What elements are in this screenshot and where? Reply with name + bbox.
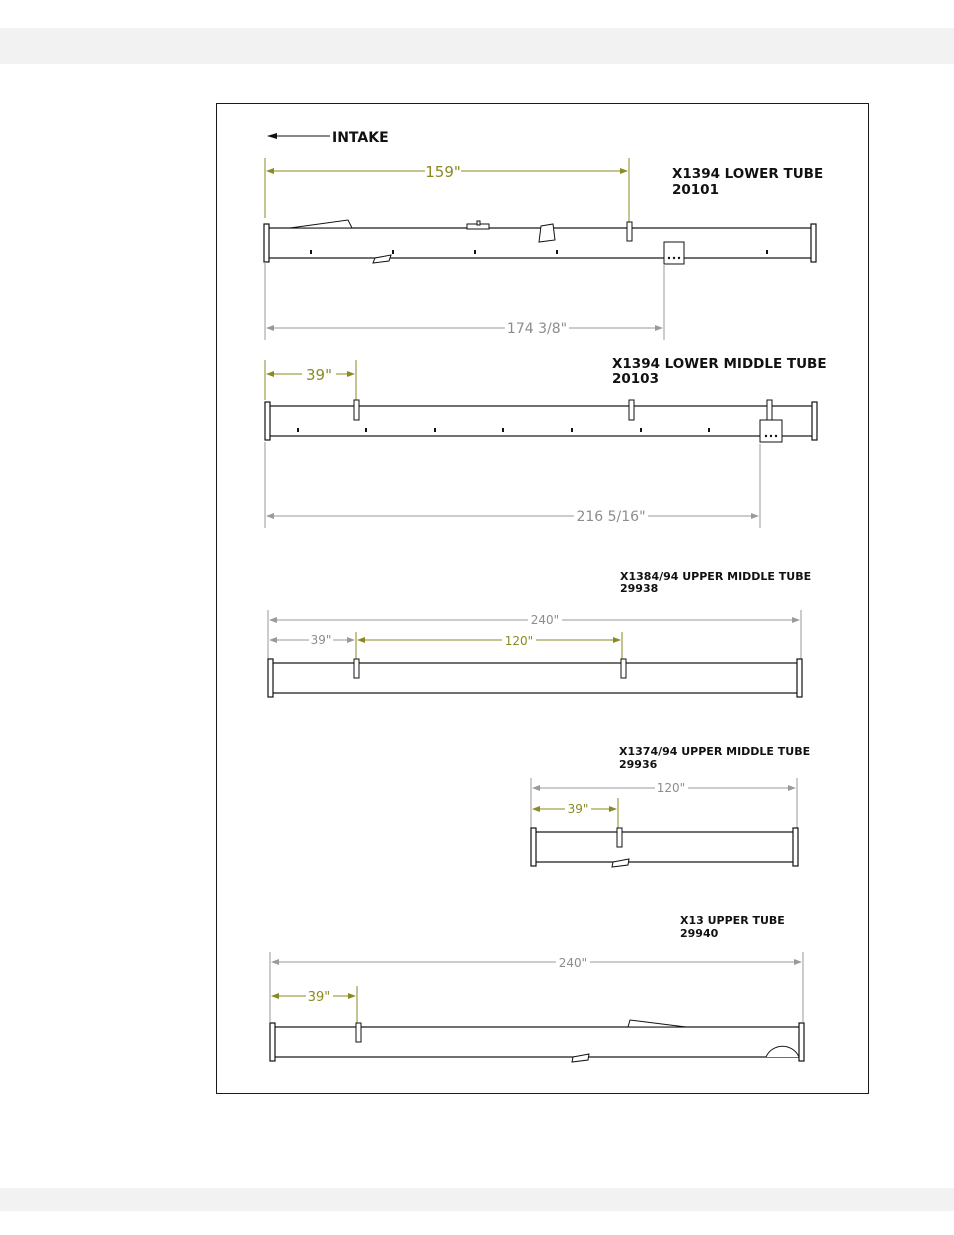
tube-lower-middle: [265, 356, 827, 528]
tube-upper-middle-1384-part: 29938: [620, 582, 659, 595]
tube-upper-hatch: [628, 1020, 686, 1027]
tube-lower-dim-174: 174 3/8": [506, 321, 568, 337]
tube-upper-middle-1384-dim-240: 240": [530, 613, 560, 627]
tube-lower-middle-part: 20103: [612, 371, 659, 387]
tube-lower-middle-dim-39: 39": [306, 366, 332, 384]
tube-upper-middle-1384-dim-39: 39": [310, 633, 332, 647]
intake-label: INTAKE: [332, 130, 389, 146]
tube-upper-middle-1374-dim-120: 120": [656, 781, 686, 795]
tube-lower-part: 20101: [672, 182, 719, 198]
tube-upper-dim-240: 240": [558, 956, 588, 970]
intake-indicator: [268, 130, 389, 146]
tube-lower-flange-left: [264, 224, 269, 262]
tube-lower-title: X1394 LOWER TUBE: [672, 166, 824, 182]
tube-upper-body: [274, 1027, 800, 1057]
tube-upper-middle-1374-dim-39: 39": [567, 802, 589, 816]
tube-lower-middle-title: X1394 LOWER MIDDLE TUBE: [612, 356, 827, 372]
tube-lower-flange-right: [811, 224, 816, 262]
tube-upper-middle-1374-part: 29936: [619, 758, 658, 771]
tube-lower-box: [664, 242, 684, 264]
tube-upper: [270, 914, 804, 1062]
tube-lower-middle-box: [760, 420, 782, 442]
tube-upper-middle-1374-title: X1374/94 UPPER MIDDLE TUBE: [619, 745, 811, 758]
tube-lower-middle-dim-216: 216 5/16": [576, 509, 646, 525]
tube-upper-part: 29940: [680, 927, 719, 940]
tube-upper-middle-1384-body: [272, 663, 798, 693]
tube-upper-dim-39: 39": [307, 990, 331, 1005]
tube-lower: [264, 158, 823, 340]
tube-lower-middle-body: [269, 406, 813, 436]
tube-lower-hatch: [290, 220, 352, 228]
tube-upper-middle-1374: [531, 745, 810, 867]
tube-upper-middle-1384-dim-120: 120": [504, 634, 534, 648]
tube-lower-dim-159: 159": [425, 163, 461, 181]
tube-upper-title: X13 UPPER TUBE: [680, 914, 785, 927]
tube-upper-middle-1384: [268, 570, 811, 697]
tube-upper-middle-1374-body: [535, 832, 794, 862]
tube-upper-middle-1384-title: X1384/94 UPPER MIDDLE TUBE: [620, 570, 812, 583]
